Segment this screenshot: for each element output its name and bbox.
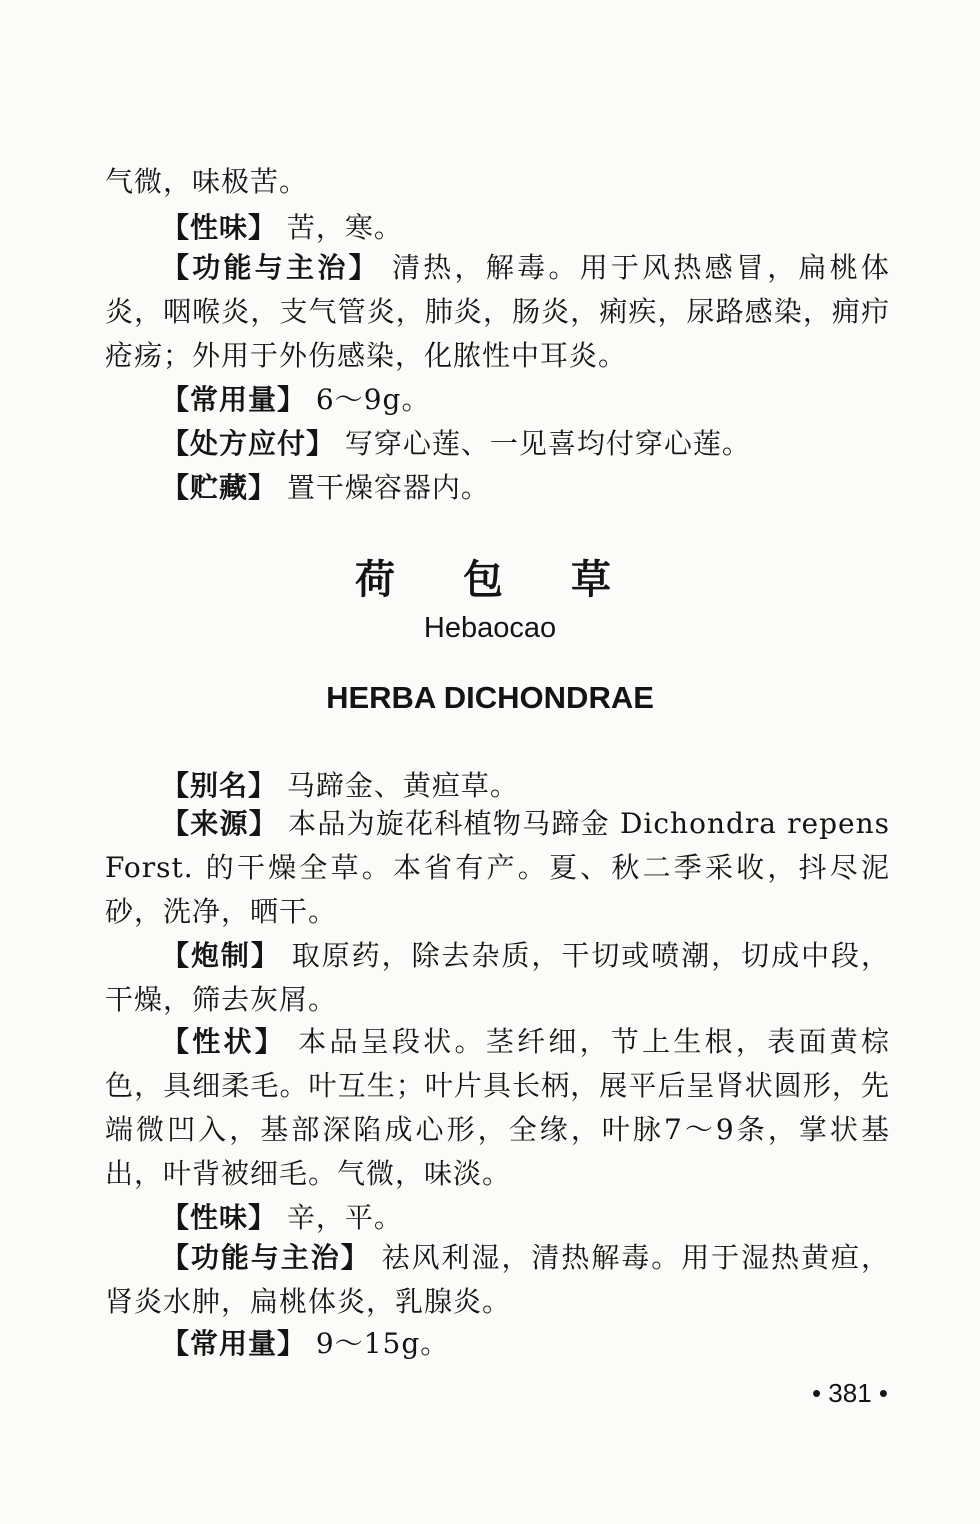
- section-label: 【常用量】: [161, 383, 307, 416]
- paragraph-functions: [105, 246, 890, 378]
- section-label: 【性味】: [161, 1201, 278, 1234]
- paragraph-text: 祛风利湿，清热解毒。用于湿热黄疸，肾炎水肿，扁桃体炎，乳腺炎。: [105, 1241, 890, 1318]
- page-number: • 381 •: [811, 1378, 888, 1408]
- paragraph-text: 取原药，除去杂质，干切或喷潮，切成中段，干燥，筛去灰屑。: [105, 939, 890, 1016]
- paragraph-text: 清热，解毒。用于风热感冒，扁桃体炎，咽喉炎，支气管炎，肺炎，肠炎，痢疾，尿路感染，痈疖疮疡；外用于外伤感染，化脓性中耳炎。: [105, 251, 890, 372]
- paragraph-text: 9～15g。: [306, 1327, 450, 1360]
- paragraph-odor: [105, 160, 890, 204]
- section-label: 【处方应付】: [161, 427, 336, 460]
- paragraph-text: 马蹄金、黄疸草。: [277, 769, 519, 802]
- section-label: 【功能与主治】: [161, 1241, 371, 1274]
- section-label: 【性状】: [161, 1025, 287, 1058]
- paragraph-prescription: [105, 422, 890, 466]
- paragraph-text: 苦，寒。: [277, 211, 403, 244]
- section-label: 【来源】: [161, 807, 278, 840]
- paragraph-text: 气微，味极苦。: [105, 165, 309, 198]
- paragraph-text: 本品为旋花科植物马蹄金 Dichondra repens Forst. 的干燥全草。本省有产。夏、秋二季采收，抖尽泥砂，洗净，晒干。: [105, 807, 890, 928]
- entry-title-chinese: 荷包草: [355, 557, 679, 603]
- paragraph-nature-taste: [105, 206, 890, 250]
- paragraph-source: [105, 802, 890, 934]
- paragraph-functions-2: [105, 1236, 890, 1324]
- section-label: 【性味】: [161, 211, 278, 244]
- section-label: 【功能与主治】: [161, 251, 380, 284]
- paragraph-text: 本品呈段状。茎纤细，节上生根，表面黄棕色，具细柔毛。叶互生；叶片具长柄，展平后呈肾状圆形，先端微凹入，基部深陷成心形，全缘，叶脉7～9条，掌状基出，叶背被细毛。气微，味淡。: [105, 1025, 890, 1190]
- section-label: 【贮藏】: [161, 471, 278, 504]
- paragraph-text: 置干燥容器内。: [277, 471, 490, 504]
- paragraph-text: 辛，平。: [277, 1201, 403, 1234]
- paragraph-storage: [105, 466, 890, 510]
- paragraph-processing: [105, 934, 890, 1022]
- section-label: 【别名】: [161, 769, 278, 802]
- paragraph-dosage-2: [105, 1322, 890, 1366]
- entry-title-latin: HERBA DICHONDRAE: [326, 680, 654, 715]
- entry-title-pinyin: Hebaocao: [423, 612, 557, 644]
- paragraph-text: 写穿心莲、一见喜均付穿心莲。: [335, 427, 751, 460]
- paragraph-dosage: [105, 378, 890, 422]
- section-label: 【常用量】: [161, 1327, 307, 1360]
- section-label: 【炮制】: [161, 939, 281, 972]
- paragraph-text: 6～9g。: [306, 383, 431, 416]
- paragraph-description: [105, 1020, 890, 1196]
- paragraph-nature-taste-2: [105, 1196, 890, 1240]
